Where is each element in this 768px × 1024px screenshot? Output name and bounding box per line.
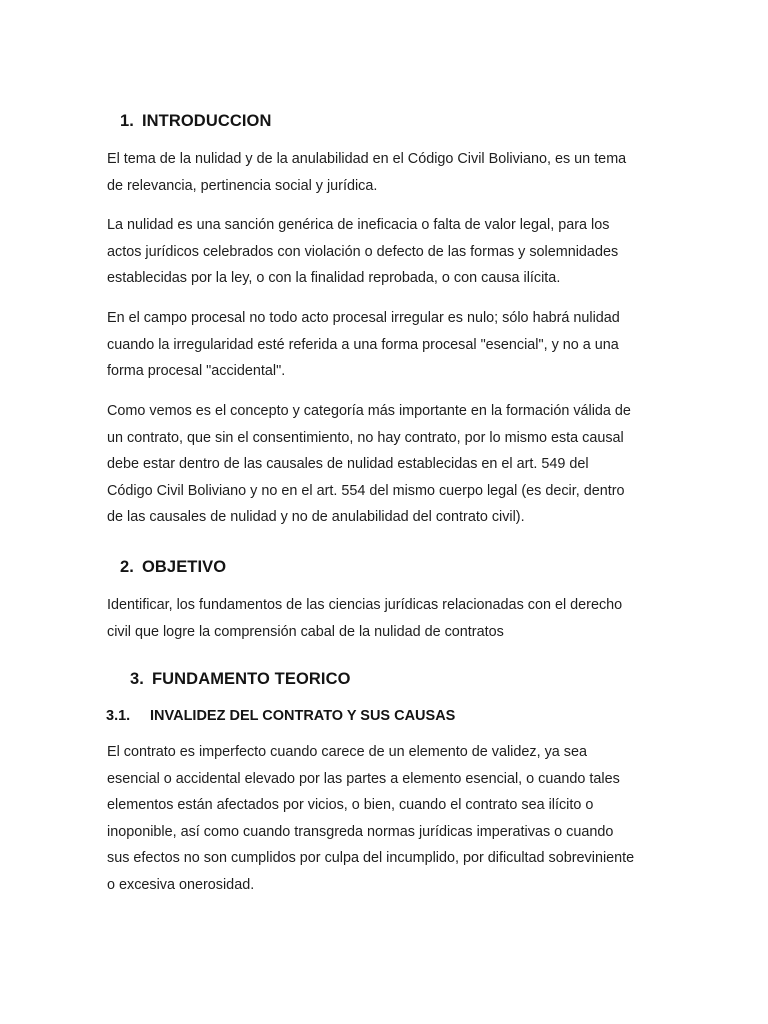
paragraph-line: La nulidad es una sanción genérica de ineficacia o falta de valor legal, para los <box>107 217 610 233</box>
paragraph <box>107 739 667 898</box>
paragraph-line: El tema de la nulidad y de la anulabilidad en el Código Civil Boliviano, es un tema <box>107 151 627 167</box>
paragraph-line: En el campo procesal no todo acto procesal irregular es nulo; sólo habrá nulidad <box>107 310 620 326</box>
paragraph-line: esencial o accidental elevado por las partes a elemento esencial, o cuando tales <box>107 770 620 787</box>
section-heading-introduccion <box>120 112 272 131</box>
paragraph-line: El contrato es imperfecto cuando carece de un elemento de validez, ya sea <box>107 744 587 760</box>
paragraph-line: Identificar, los fundamentos de las ciencias jurídicas relacionadas con el derecho <box>107 597 623 613</box>
paragraph <box>107 146 667 199</box>
paragraph-line: Código Civil Boliviano y no en el art. 554 del mismo cuerpo legal (es decir, dentro <box>107 482 625 499</box>
paragraph-line: actos jurídicos celebrados con violación o defecto de las formas y solemnidades <box>107 243 619 260</box>
section-heading-fundamento-teorico <box>130 670 351 689</box>
section-title: OBJETIVO <box>141 558 227 576</box>
paragraph <box>107 592 667 645</box>
paragraph-line: o excesiva onerosidad. <box>107 876 255 893</box>
section-number: 1. <box>120 112 134 130</box>
subsection-number: 3.1. <box>106 708 131 724</box>
section-title: INTRODUCCION <box>141 112 272 130</box>
paragraph-line: debe estar dentro de las causales de nulidad establecidas en el art. 549 del <box>107 456 589 472</box>
subsection-heading-invalidez <box>106 708 455 724</box>
subsection-title: INVALIDEZ DEL CONTRATO Y SUS CAUSAS <box>150 708 456 724</box>
paragraph-line: un contrato, que sin el consentimiento, no hay contrato, por lo mismo esta causal <box>107 429 624 446</box>
paragraph-line: Como vemos es el concepto y categoría más importante en la formación válida de <box>107 403 631 419</box>
paragraph-line: elementos están afectados por vicios, o bien, cuando el contrato sea ilícito o <box>107 797 594 813</box>
paragraph-line: de relevancia, pertinencia social y jurídica. <box>107 177 378 194</box>
paragraph-line: establecidas por la ley, o con la finalidad reprobada, o con causa ilícita. <box>107 270 561 286</box>
section-number: 3. <box>130 670 144 688</box>
paragraph-line: forma procesal "accidental". <box>107 363 286 379</box>
paragraph-line: cuando la irregularidad esté referida a una forma procesal "esencial", y no a una <box>107 336 619 353</box>
paragraph <box>107 305 667 385</box>
paragraph-line: inoponible, así como cuando transgreda normas jurídicas imperativas o cuando <box>107 823 614 840</box>
paragraph-line: sus efectos no son cumplidos por culpa del incumplido, por dificultad sobreviniente <box>107 850 635 866</box>
section-number: 2. <box>120 558 134 576</box>
section-heading-objetivo <box>120 558 226 577</box>
paragraph <box>107 398 667 531</box>
paragraph-line: de las causales de nulidad y no de anulabilidad del contrato civil). <box>107 509 525 525</box>
paragraph <box>107 212 667 292</box>
paragraph-line: civil que logre la comprensión cabal de la nulidad de contratos <box>107 623 504 640</box>
section-title: FUNDAMENTO TEORICO <box>151 670 351 688</box>
